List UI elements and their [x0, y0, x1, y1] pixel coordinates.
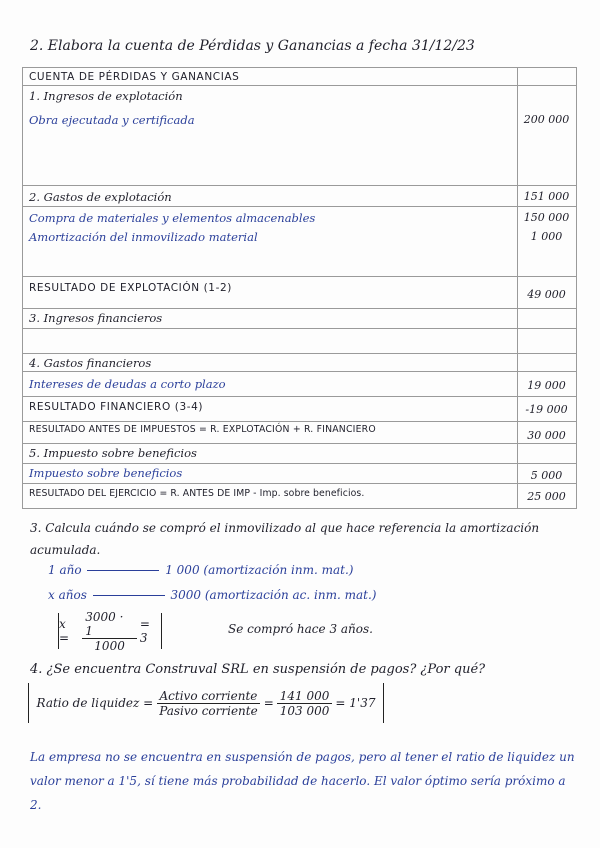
line2-right: 3000 (amortización ac. inm. mat.): [170, 588, 377, 602]
amortizacion-label: Amortización del inmovilizado material: [29, 230, 258, 244]
formula-result: = 3: [139, 617, 150, 645]
section4-question: 4. ¿Se encuentra Construval SRL en suspensión de pagos? ¿Por qué?: [30, 662, 486, 677]
obra-ejecutada-value: 200 000: [523, 113, 570, 126]
resultado-antes-impuestos-label: RESULTADO ANTES DE IMPUESTOS = R. EXPLOTACIÓN + R. FINANCIERO: [29, 424, 376, 435]
blank-line: [87, 570, 159, 571]
value-numerator: 141 000: [277, 689, 333, 704]
obra-ejecutada-label: Obra ejecutada y certificada: [29, 113, 195, 127]
page-title: 2. Elabora la cuenta de Pérdidas y Ganancias a fecha 31/12/23: [30, 38, 475, 54]
resultado-explotacion-value: 49 000: [527, 288, 566, 301]
row-divider: [23, 371, 576, 372]
row-divider: [23, 85, 576, 86]
row-divider: [23, 463, 576, 464]
value-denominator: 103 000: [279, 703, 330, 718]
line2-left: x años: [48, 588, 87, 602]
blank-line: [93, 595, 165, 596]
ingresos-financieros-label: 3. Ingresos financieros: [29, 311, 163, 325]
impuesto-item-label: Impuesto sobre beneficios: [29, 466, 183, 480]
ratio-eq: =: [263, 696, 274, 710]
section3-question: 3. Calcula cuándo se compró el inmovilizado al que hace referencia la amortización acumulada.: [30, 521, 540, 557]
proportion-line-2: [48, 588, 376, 602]
value-fraction: [277, 689, 333, 718]
formula-box: [58, 609, 162, 653]
proportion-line-1: [48, 563, 353, 577]
impuesto-label: 5. Impuesto sobre beneficios: [29, 446, 197, 460]
table-header: CUENTA DE PÉRDIDAS Y GANANCIAS: [29, 71, 240, 83]
resultado-ejercicio-label: RESULTADO DEL EJERCICIO = R. ANTES DE IMP - Imp. sobre beneficios.: [29, 488, 365, 499]
row-divider: [23, 185, 576, 186]
compra-materiales-label: Compra de materiales y elementos almacenables: [29, 211, 316, 225]
formula-x: x =: [59, 617, 70, 645]
ratio-box: [28, 683, 384, 723]
intereses-label: Intereses de deudas a corto plazo: [29, 377, 226, 391]
formula-fraction: [82, 610, 137, 653]
ingresos-explotacion-label: 1. Ingresos de explotación: [29, 89, 183, 103]
compra-materiales-value: 150 000: [523, 211, 570, 224]
resultado-financiero-value: -19 000: [525, 403, 568, 416]
ratio-denominator: Pasivo corriente: [159, 703, 258, 718]
resultado-explotacion-label: RESULTADO DE EXPLOTACIÓN (1-2): [29, 282, 232, 294]
ratio-numerator: Activo corriente: [157, 689, 261, 704]
gastos-explotacion-value: 151 000: [523, 190, 570, 203]
row-divider: [23, 421, 576, 422]
impuesto-value: 5 000: [530, 469, 563, 482]
formula-numerator: 3000 · 1: [82, 610, 137, 639]
ratio-result: = 1'37: [335, 696, 376, 710]
gastos-financieros-label: 4. Gastos financieros: [29, 356, 152, 370]
row-divider: [23, 328, 576, 329]
resultado-ejercicio-value: 25 000: [527, 490, 566, 503]
line1-left: 1 año: [48, 563, 82, 577]
ratio-label: Ratio de liquidez =: [36, 696, 154, 710]
row-divider: [23, 206, 576, 207]
row-divider: [23, 276, 576, 277]
amortizacion-value: 1 000: [530, 230, 563, 243]
ratio-fraction: [156, 689, 261, 718]
row-divider: [23, 308, 576, 309]
formula-denominator: 1000: [94, 638, 125, 653]
income-statement-table: [22, 67, 577, 509]
row-divider: [23, 396, 576, 397]
line1-right: 1 000 (amortización inm. mat.): [165, 563, 354, 577]
row-divider: [23, 483, 576, 484]
section4-answer-paragraph: La empresa no se encuentra en suspensión de pagos, pero al tener el ratio de liquidez un valor menor a 1'5, sí tiene más probabilidad de hacerlo. El valor óptimo sería próximo a 2.: [30, 750, 575, 812]
resultado-antes-impuestos-value: 30 000: [527, 429, 566, 442]
intereses-value: 19 000: [527, 379, 566, 392]
row-divider: [23, 443, 576, 444]
section3-answer: Se compró hace 3 años.: [228, 622, 373, 636]
row-divider: [23, 353, 576, 354]
resultado-financiero-label: RESULTADO FINANCIERO (3-4): [29, 401, 204, 413]
gastos-explotacion-label: 2. Gastos de explotación: [29, 190, 172, 204]
